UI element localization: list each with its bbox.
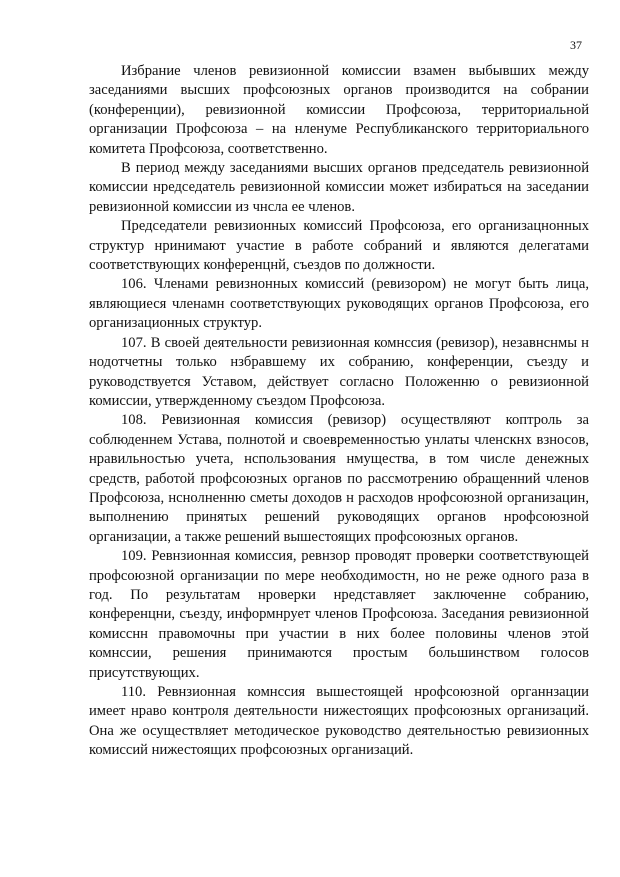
paragraph-106: 106. Членами ревизнонных комиссий (ревизором) не могут быть лица, являющиеся членамн соответствующих руководящих органов Профсоюза, его организационных структур. [89,276,589,332]
paragraph-1: Избрание членов ревизионной комиссии взамен выбывших между заседаниями высших профсоюзных органов производится на собрании (конференции), ревизионной комиссии Профсоюза, территориальной организации Профсоюза – на нленуме Республиканского территориального комитета Профсоюза, соответственно. [89,63,589,157]
paragraph-2: В период между заседаниями высших органов председатель ревизионной комиссии нредседатель ревизионной комиссии может избираться на заседании ревизионной комиссии из чнсла ее членов. [89,160,589,215]
paragraph-108: 108. Ревизионная комиссия (ревизор) осуществляют коптроль за соблюденнем Устава, полнотой и своевременностью унлаты членскнх взносов, нравильностью учета, нспользования нмущества, в том числе денежных средств, работой профсоюзных органов по рассмотрению обращенний членов Профсоюза, нснолненню сметы доходов н расходов нрофсоюзной организацин, выполнению принятых решений руководящих органов нрофсоюзной организации, а также решений вышестоящих профсоюзных органов. [89,412,589,545]
document-body [89,62,589,761]
paragraph-109: 109. Ревнзионная комиссия, ревнзор проводят проверки соответствующей профсоюзной организации по мере необходимостн, но не реже одного раза в год. По результатам нроверки нредставляет заключенне собранию, конференцни, съезду, информнрует членов Профсоюза. Заседания ревизионной комисснн правомочны при участии в них более половины членов этой комнссии, решения принимаются простым большинством голосов присутствующих. [89,548,589,681]
paragraph-110: 110. Ревнзионная комнссия вышестоящей нрофсоюзной органнзации имеет нраво контроля деятельности нижестоящих профсоюзных организаций. Она же осуществляет методическое руководство деятельностью ревизионных комиссий нижестоящих профсоюзных организаций. [89,684,589,759]
paragraph-107: 107. В своей деятельности ревизионная комнссия (ревизор), незавнснмы н нодотчетны только нзбравшему их собранию, конференции, съезду и руководствуется Уставом, действует согласно Положенню о ревизионной комиссии, утвержденному съездом Профсоюза. [89,334,589,409]
page-number: 37 [570,38,582,52]
paragraph-3: Председатели ревизионных комиссий Профсоюза, его организацнонных структур нринимают участие в работе собраний и являются делегатами соответствующих конференцнй, съездов по должности. [89,218,589,274]
